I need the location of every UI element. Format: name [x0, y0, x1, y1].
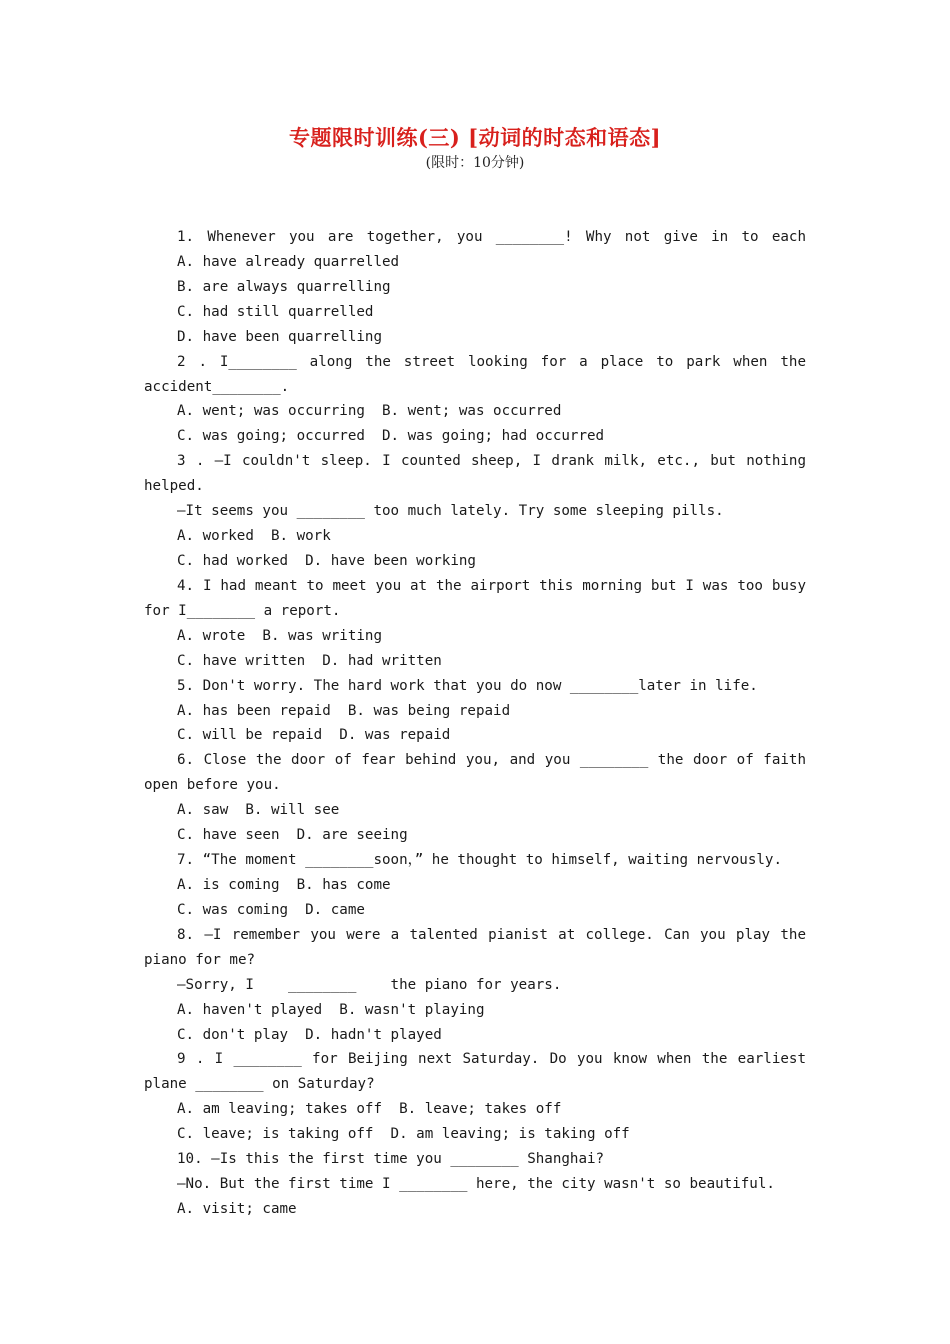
text-line: accident________. [144, 378, 290, 395]
text-line: C. had still quarrelled [177, 303, 374, 320]
text-line: C. will be repaid D. was repaid [177, 727, 451, 744]
page-title: 专题限时训练(三) [动词的时态和语态] [288, 125, 662, 150]
text-line: A. went; was occurring B. went; was occurred [177, 403, 562, 420]
text-line: C. have written D. had written [177, 652, 442, 669]
text-line: A. saw B. will see [177, 802, 340, 819]
question-list [144, 225, 806, 1222]
text-line: C. had worked D. have been working [177, 552, 476, 569]
text-line: C. leave; is taking off D. am leaving; is taking off [177, 1126, 630, 1143]
text-line: 8. —I remember you were a talented pianist at college. Can you play the [177, 926, 806, 943]
text-line: 10. —Is this the first time you ________ Shanghai? [177, 1151, 605, 1168]
text-line: C. don't play D. hadn't played [177, 1026, 442, 1043]
text-line: A. wrote B. was writing [177, 627, 382, 644]
text-line: C. was going; occurred D. was going; had occurred [177, 428, 605, 445]
text-line: —It seems you ________ too much lately. Try some sleeping pills. [177, 503, 724, 520]
text-line: 2 . I________ along the street looking for a place to park when the [177, 353, 806, 370]
time-limit: (限时：10分钟) [425, 155, 525, 171]
text-line: A. haven't played B. wasn't playing [177, 1001, 485, 1018]
text-line: 1. Whenever you are together, you ________! Why not give in to each [177, 229, 806, 245]
text-line: 7. “The moment ________soon，” he thought to himself, waiting nervously. [177, 852, 782, 869]
text-line: A. is coming B. has come [177, 876, 391, 893]
text-line: C. was coming D. came [177, 901, 365, 918]
text-line: D. have been quarrelling [177, 328, 382, 345]
text-line: A. has been repaid B. was being repaid [177, 702, 511, 719]
text-line: C. have seen D. are seeing [177, 827, 408, 844]
text-line: 3 . —I couldn't sleep. I counted sheep, I drank milk, etc., but nothing [177, 453, 806, 470]
text-line: 4. I had meant to meet you at the airport this morning but I was too busy [177, 577, 806, 594]
text-line: —Sorry, I ________ the piano for years. [177, 976, 562, 993]
text-line: A. have already quarrelled [177, 253, 400, 270]
text-line: 5. Don't worry. The hard work that you do now ________later in life. [177, 677, 758, 694]
text-line: A. visit; came [177, 1200, 297, 1217]
text-line: A. worked B. work [177, 528, 331, 545]
text-line: plane ________ on Saturday? [144, 1076, 375, 1093]
text-line: helped. [144, 478, 204, 495]
text-line: piano for me? [144, 951, 256, 968]
text-line: 9 . I ________ for Beijing next Saturday. Do you know when the earliest [177, 1051, 806, 1068]
text-line: —No. But the first time I ________ here, the city wasn't so beautiful. [177, 1176, 775, 1193]
text-line: A. am leaving; takes off B. leave; takes off [177, 1101, 562, 1118]
text-line: open before you. [144, 777, 281, 794]
text-line: for I________ a report. [144, 602, 341, 619]
text-line: B. are always quarrelling [177, 278, 391, 295]
text-line: 6. Close the door of fear behind you, and you ________ the door of faith [177, 752, 806, 769]
